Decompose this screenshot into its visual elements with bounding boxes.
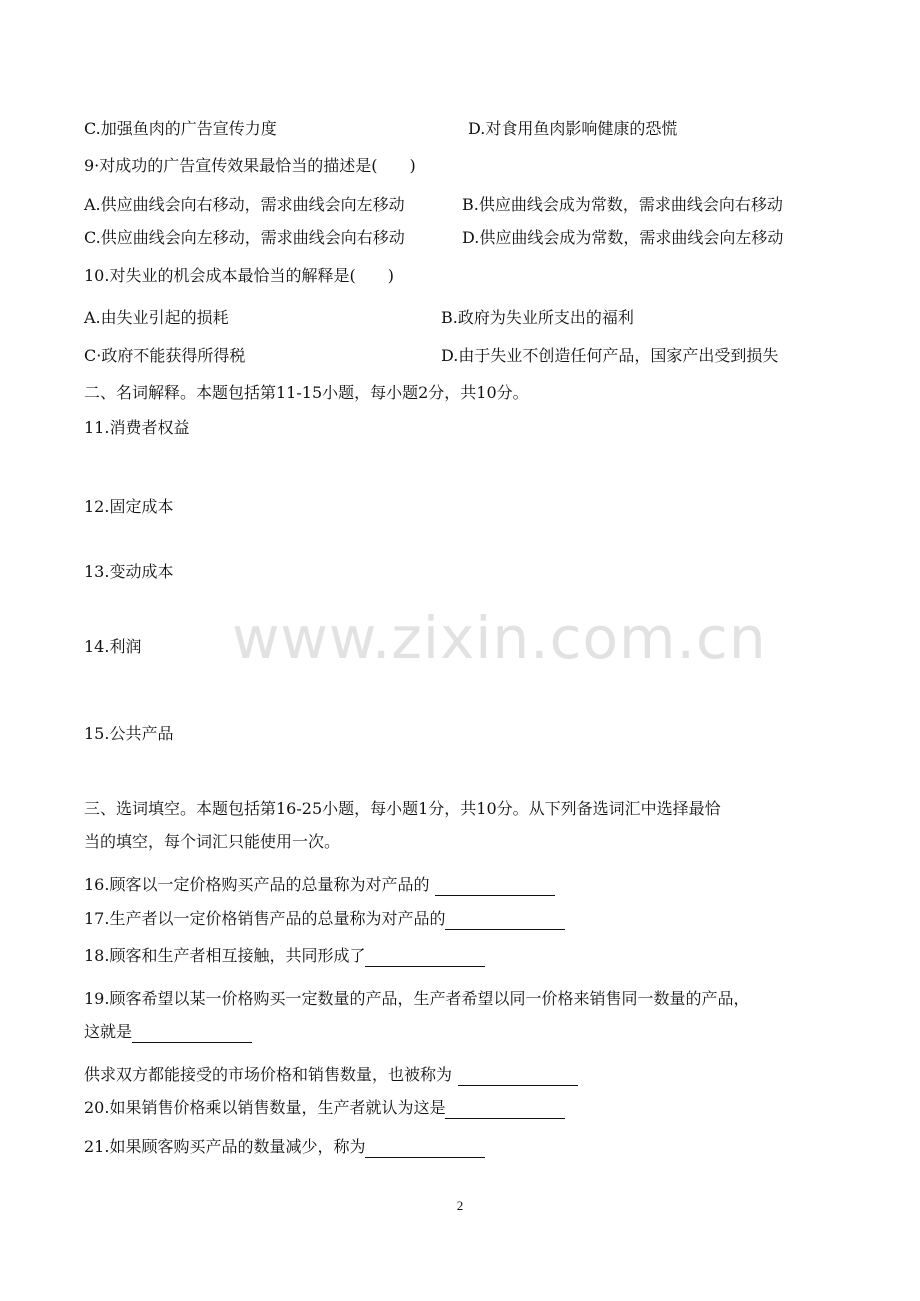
q10-option-c: C·政府不能获得所得税 [84, 346, 246, 365]
q20 [84, 1097, 565, 1119]
q9-option-b: B.供应曲线会成为常数，需求曲线会向右移动 [462, 195, 783, 214]
q10-option-a: A.由失业引起的损耗 [84, 308, 229, 327]
q19-line2 [84, 1021, 252, 1043]
q20-answer-blank [445, 1100, 565, 1119]
page-number: 2 [456, 1198, 464, 1213]
q21-text: 21.如果顾客购买产品的数量减少，称为 [84, 1137, 366, 1156]
watermark: www.zixin.com.cn [232, 604, 767, 672]
term-item: 13.变动成本 [84, 562, 174, 581]
section2-heading: 二、名词解释。本题包括第11-15小题，每小题2分，共10分。 [84, 383, 529, 402]
q9-stem: 9·对成功的广告宣传效果最恰当的描述是( ) [84, 156, 416, 175]
q21 [84, 1136, 485, 1158]
q19-line1: 19.顾客希望以某一价格购买一定数量的产品，生产者希望以同一价格来销售同一数量的产品， [84, 989, 750, 1008]
q9-option-c: C.供应曲线会向左移动，需求曲线会向右移动 [84, 228, 405, 247]
q19-equilibrium-text: 供求双方都能接受的市场价格和销售数量，也被称为 [84, 1065, 453, 1084]
term-item: 11.消费者权益 [84, 418, 190, 437]
q16 [84, 874, 555, 896]
q17 [84, 908, 565, 930]
term-item: 15.公共产品 [84, 724, 174, 743]
q17-text: 17.生产者以一定价格销售产品的总量称为对产品的 [84, 909, 446, 928]
q8-option-c: C.加强鱼肉的广告宣传力度 [84, 119, 277, 138]
q16-text: 16.顾客以一定价格购买产品的总量称为对产品的 [84, 875, 430, 894]
q19-equilibrium-blank [458, 1067, 578, 1086]
q18 [84, 945, 485, 967]
q17-answer-blank [445, 911, 565, 930]
q19-answer-blank [132, 1024, 252, 1043]
q10-option-b: B.政府为失业所支出的福利 [441, 308, 634, 327]
section3-heading-line1: 三、选词填空。本题包括第16-25小题，每小题1分，共10分。从下列备选词汇中选择最恰 [84, 799, 721, 818]
q20-text: 20.如果销售价格乘以销售数量，生产者就认为这是 [84, 1098, 446, 1117]
term-item: 14.利润 [84, 637, 142, 656]
q16-answer-blank [435, 877, 555, 896]
term-item: 12.固定成本 [84, 497, 174, 516]
q9-option-a: A.供应曲线会向右移动，需求曲线会向左移动 [84, 195, 405, 214]
q10-stem: 10.对失业的机会成本最恰当的解释是( ) [84, 266, 394, 285]
q10-option-d: D.由于失业不创造任何产品，国家产出受到损失 [441, 346, 779, 365]
q21-answer-blank [365, 1139, 485, 1158]
section3-heading-line2: 当的填空，每个词汇只能使用一次。 [84, 832, 341, 851]
q19-text: 这就是 [84, 1022, 133, 1041]
q8-option-d: D.对食用鱼肉影响健康的恐慌 [468, 119, 678, 138]
q9-option-d: D.供应曲线会成为常数，需求曲线会向左移动 [462, 228, 784, 247]
q19-line3 [84, 1064, 578, 1086]
q18-text: 18.顾客和生产者相互接触，共同形成了 [84, 946, 366, 965]
q18-answer-blank [365, 948, 485, 967]
